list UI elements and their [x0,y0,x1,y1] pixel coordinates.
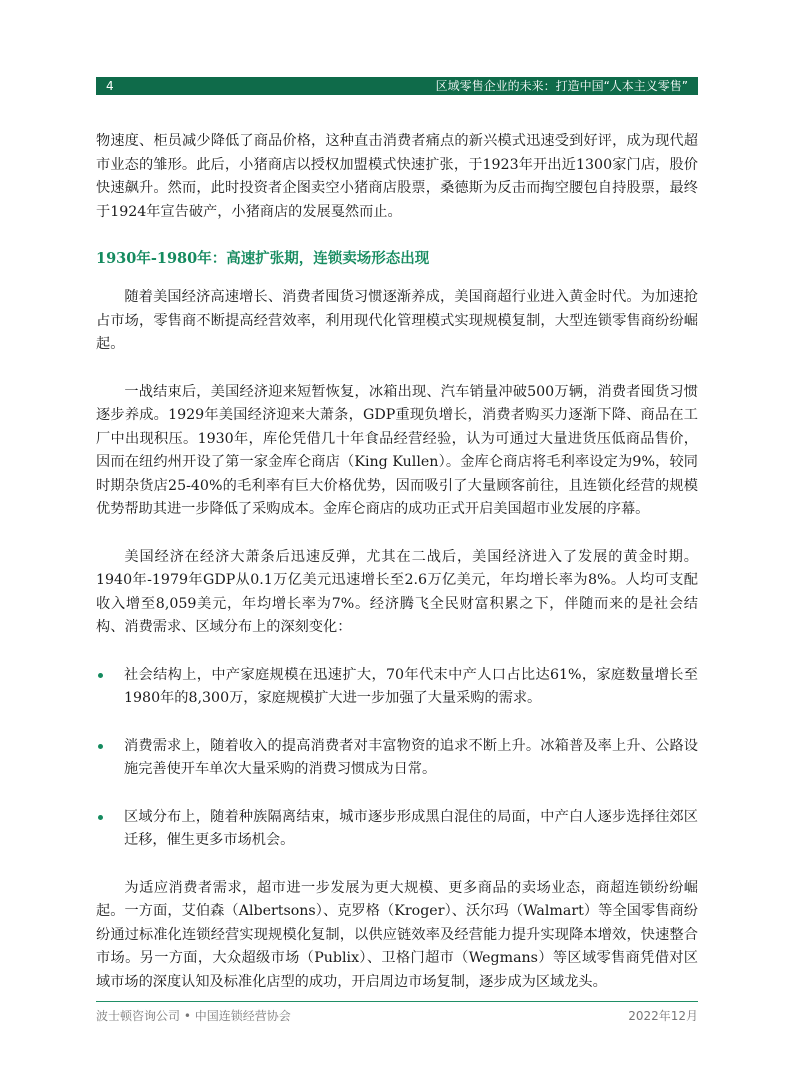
header-title: 区域零售企业的未来：打造中国“人本主义零售” [435,79,688,93]
bullet-item [96,806,698,853]
footer-source: 波士顿咨询公司 • 中国连锁经营协会 [96,1009,291,1023]
document-body [96,130,698,994]
page-footer [96,1007,698,1027]
bullet-dot-icon [98,815,103,820]
paragraph-2: 一战结束后，美国经济迎来短暂恢复，冰箱出现、汽车销量冲破500万辆，消费者囤货习惯逐步养成。1929年美国经济迎来大萧条，GDP重现负增长，消费者购买力逐渐下降、商品在工厂中出现积压。1930年，库伦凭借几十年食品经营经验，认为可通过大量进货压低商品售价，因而在纽约州开设了第一家金库仑商店（King Kullen）。金库仑商店将毛利率设定为9%，较同时期杂货店25-40%的毛利率有巨大价格优势，因而吸引了大量顾客前往，且连锁化经营的规模优势帮助其进一步降低了采购成本。金库仑商店的成功正式开启美国超市业发展的序幕。 [96,383,698,517]
page-header-bar [96,77,698,95]
bullet-dot-icon [98,673,103,678]
footer-divider [96,1001,698,1002]
intro-paragraph: 物速度、柜员减少降低了商品价格，这种直击消费者痛点的新兴模式迅速受到好评，成为现代超市业态的雏形。此后，小猪商店以授权加盟模式快速扩张，于1923年开出近1300家门店，股价快速飙升。然而，此时投资者企图卖空小猪商店股票，桑德斯为反击而掏空腰包自持股票，最终于1924年宣告破产，小猪商店的发展戛然而止。 [96,133,698,220]
bullet-list [96,664,698,853]
bullet-item [96,664,698,711]
page-number: 4 [106,79,114,93]
paragraph-1: 随着美国经济高速增长、消费者囤货习惯逐渐养成，美国商超行业进入黄金时代。为加速抢占市场，零售商不断提高经营效率，利用现代化管理模式实现规模复制，大型连锁零售商纷纷崛起。 [96,289,698,352]
bullet-text: 区域分布上，随着种族隔离结束，城市逐步形成黑白混住的局面，中产白人逐步选择往郊区迁移，催生更多市场机会。 [124,808,698,848]
paragraph-3: 美国经济在经济大萧条后迅速反弹，尤其在二战后，美国经济进入了发展的黄金时期。1940年-1979年GDP从0.1万亿美元迅速增长至2.6万亿美元，年均增长率为8%。人均可支配收入增至8,059美元，年均增长率为7%。经济腾飞全民财富积累之下，伴随而来的是社会结构、消费需求、区域分布上的深刻变化： [96,548,698,635]
bullet-text: 消费需求上，随着收入的提高消费者对丰富物资的追求不断上升。冰箱普及率上升、公路设施完善使开车单次大量采购的消费习惯成为日常。 [124,737,698,777]
footer-date: 2022年12月 [628,1009,698,1023]
bullet-item [96,735,698,782]
closing-paragraph: 为适应消费者需求，超市进一步发展为更大规模、更多商品的卖场业态，商超连锁纷纷崛起。一方面，艾伯森（Albertsons）、克罗格（Kroger）、沃尔玛（Walmart）等全国零售商纷纷通过标准化连锁经营实现规模化复制，以供应链效率及经营能力提升实现降本增效，快速整合市场。另一方面，大众超级市场（Publix）、卫格门超市（Wegmans）等区域零售商凭借对区域市场的深度认知及标准化店型的成功，开启周边市场复制，逐步成为区域龙头。 [96,879,698,990]
section-heading: 1930年-1980年：高速扩张期，连锁卖场形态出现 [96,250,430,267]
bullet-text: 社会结构上，中产家庭规模在迅速扩大，70年代末中产人口占比达61%，家庭数量增长至1980年的8,300万，家庭规模扩大进一步加强了大量采购的需求。 [124,666,698,706]
bullet-dot-icon [98,744,103,749]
